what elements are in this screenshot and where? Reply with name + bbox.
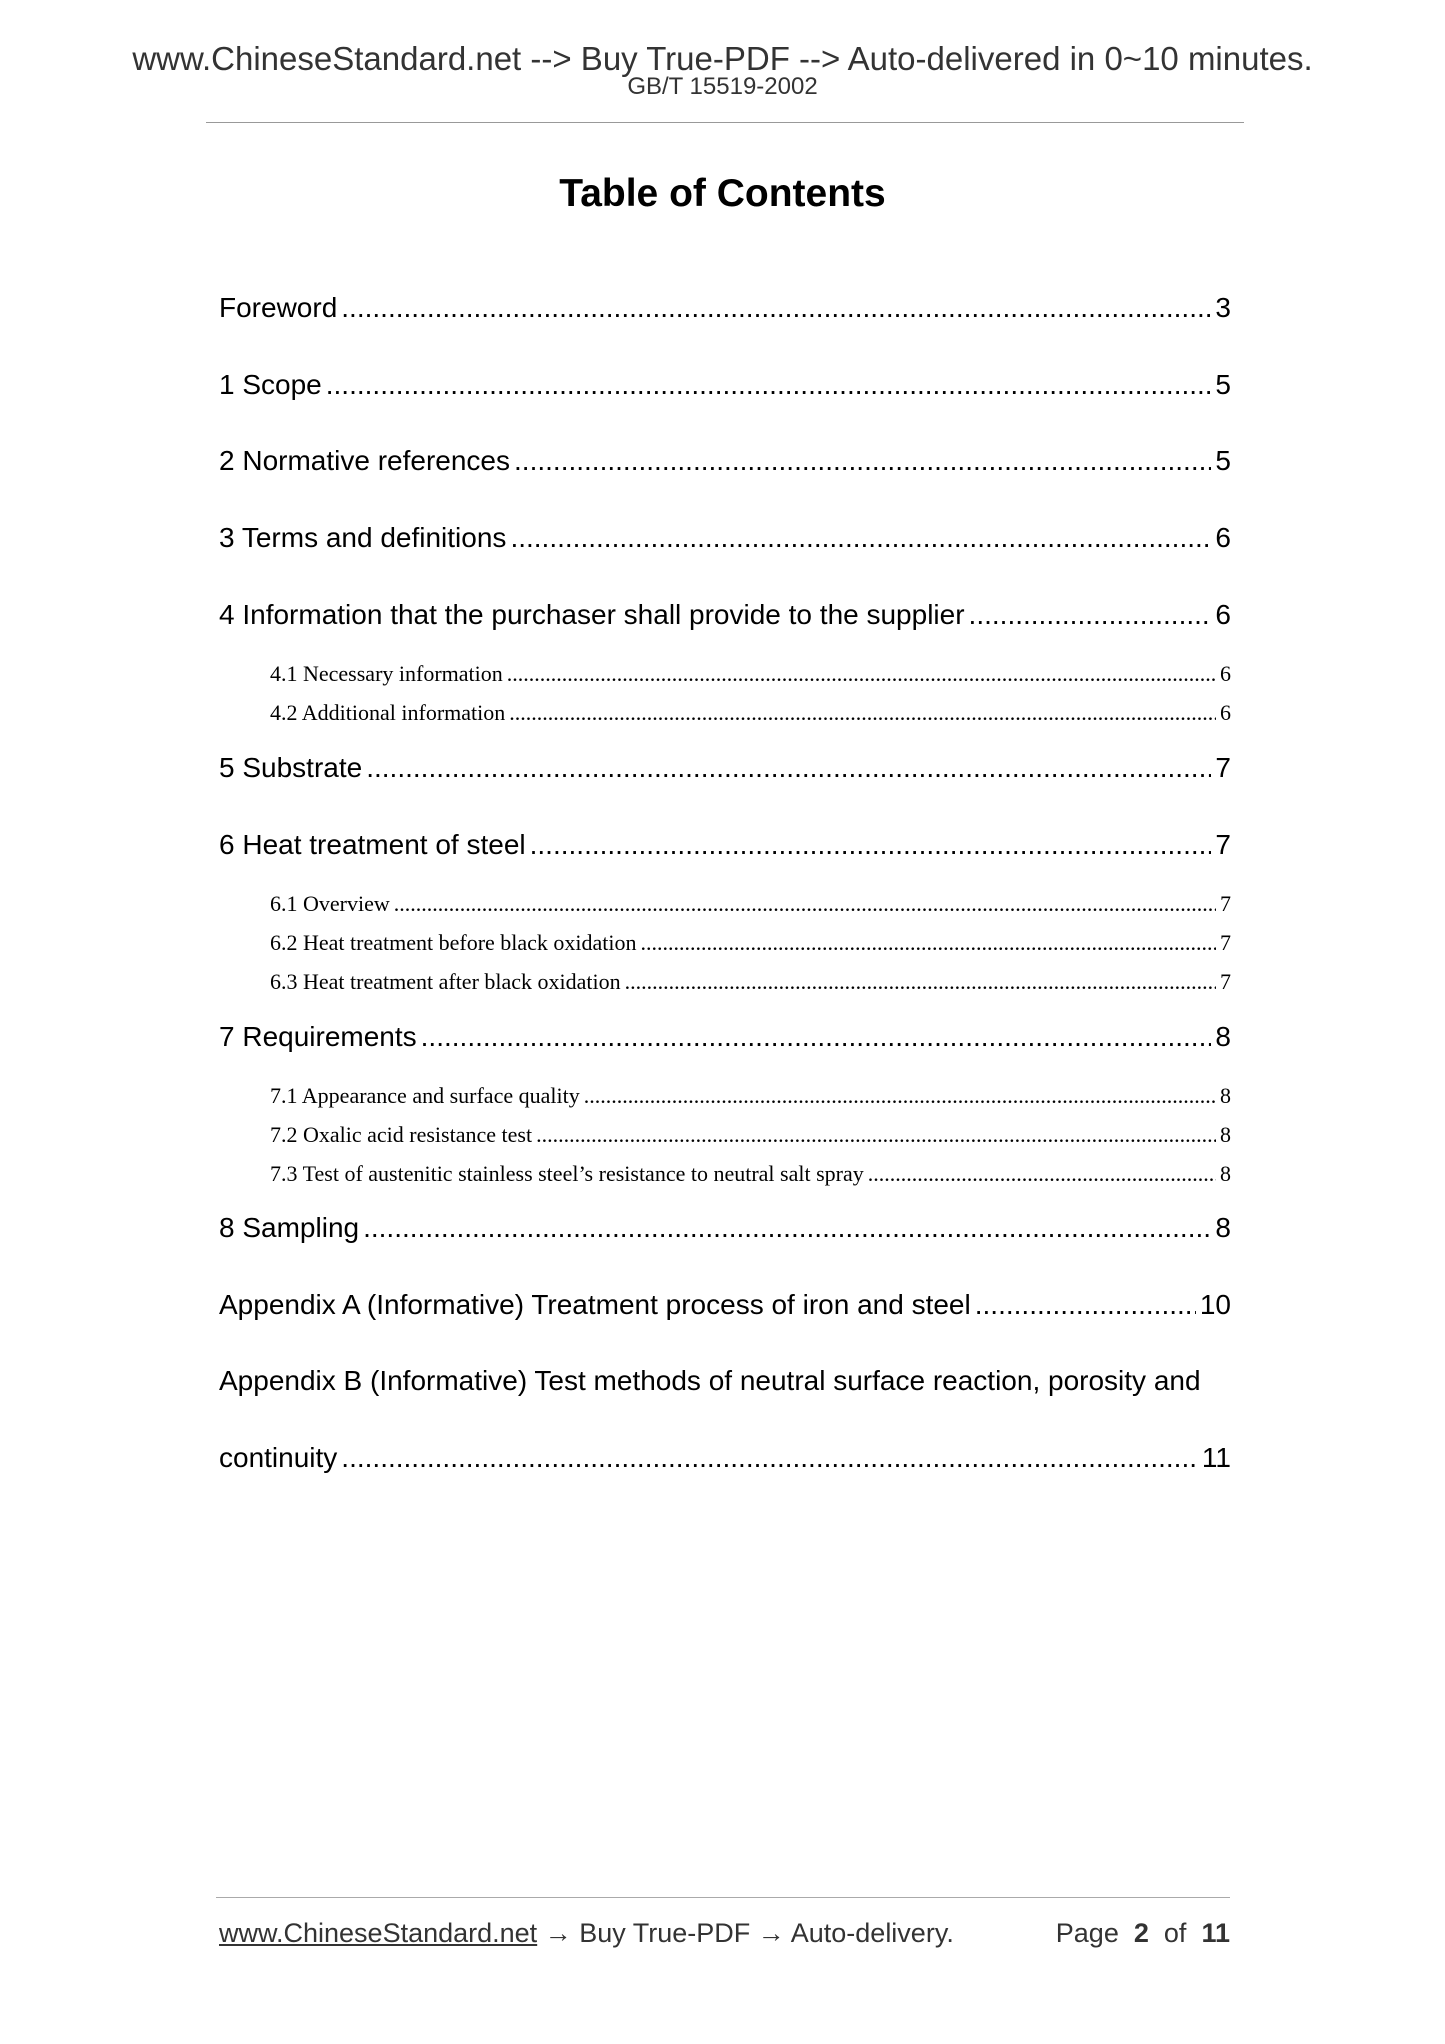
dot-leader bbox=[530, 827, 1212, 863]
page-total: 11 bbox=[1201, 1918, 1230, 1948]
dot-leader bbox=[341, 1440, 1198, 1476]
toc-page-number: 6 bbox=[1215, 522, 1231, 553]
toc-label: Foreword bbox=[219, 292, 338, 323]
toc-page-number: 8 bbox=[1215, 1021, 1231, 1052]
page-indicator bbox=[1052, 1916, 1230, 1950]
dot-leader bbox=[969, 597, 1212, 633]
toc-label: Appendix A (Informative) Treatment process of iron and steel bbox=[219, 1289, 971, 1320]
toc-entry-overview[interactable] bbox=[270, 890, 1231, 918]
toc-label: 1 Scope bbox=[219, 369, 322, 400]
toc-page-number: 10 bbox=[1199, 1289, 1231, 1320]
toc-label: 7 Requirements bbox=[219, 1021, 417, 1052]
page-word: Page bbox=[1055, 1918, 1119, 1948]
toc-entry-requirements[interactable] bbox=[219, 1019, 1231, 1055]
toc-entry-heat-treatment[interactable] bbox=[219, 827, 1231, 863]
toc-page-number: 6 bbox=[1220, 661, 1231, 686]
footer-promo bbox=[219, 1916, 954, 1950]
toc-page-number: 6 bbox=[1220, 700, 1231, 725]
toc-page-number: 7 bbox=[1220, 891, 1231, 916]
toc-entry-appendix-b[interactable] bbox=[219, 1440, 1231, 1476]
toc-entry-appendix-a[interactable] bbox=[219, 1287, 1231, 1323]
toc-label: 6.1 Overview bbox=[270, 891, 390, 916]
header-divider bbox=[206, 122, 1244, 123]
toc-entry-foreword[interactable] bbox=[219, 290, 1231, 326]
toc-entry-sampling[interactable] bbox=[219, 1210, 1231, 1246]
dot-leader bbox=[363, 1210, 1211, 1246]
toc-label: 6 Heat treatment of steel bbox=[219, 829, 526, 860]
toc-label: 2 Normative references bbox=[219, 445, 511, 476]
toc-entry-heat-treatment-before[interactable] bbox=[270, 929, 1231, 957]
dot-leader bbox=[975, 1287, 1196, 1323]
toc-entry-necessary-information[interactable] bbox=[270, 660, 1231, 688]
toc-entry-normative-references[interactable] bbox=[219, 443, 1231, 479]
toc-entry-appendix-b-line1[interactable]: Appendix B (Informative) Test methods of neutral surface reaction, porosity and bbox=[219, 1365, 1201, 1396]
dot-leader bbox=[366, 750, 1211, 786]
toc-label: continuity bbox=[219, 1442, 338, 1473]
toc-label: 7.3 Test of austenitic stainless steel’s resistance to neutral salt spray bbox=[270, 1161, 864, 1186]
toc-entry-scope[interactable] bbox=[219, 367, 1231, 403]
dot-leader bbox=[341, 290, 1211, 326]
toc-page-number: 7 bbox=[1220, 969, 1231, 994]
footer-divider bbox=[216, 1897, 1230, 1898]
dot-leader bbox=[394, 890, 1216, 918]
dot-leader bbox=[326, 367, 1212, 403]
toc-page-number: 8 bbox=[1220, 1161, 1231, 1186]
toc-label: 4 Information that the purchaser shall provide to the supplier bbox=[219, 599, 965, 630]
toc-label: 6.2 Heat treatment before black oxidation bbox=[270, 930, 637, 955]
toc-page-number: 8 bbox=[1215, 1212, 1231, 1243]
header-banner: www.ChineseStandard.net --> Buy True-PDF --> Auto-delivered in 0~10 minutes. bbox=[132, 40, 1313, 77]
toc-page-number: 3 bbox=[1215, 292, 1231, 323]
toc-entry-substrate[interactable] bbox=[219, 750, 1231, 786]
toc-entry-salt-spray-test[interactable] bbox=[270, 1160, 1231, 1188]
of-word: of bbox=[1163, 1918, 1187, 1948]
page-current: 2 bbox=[1133, 1918, 1149, 1948]
dot-leader bbox=[421, 1019, 1212, 1055]
toc-entry-appearance-quality[interactable] bbox=[270, 1082, 1231, 1110]
toc-label: 8 Sampling bbox=[219, 1212, 360, 1243]
toc-entry-additional-information[interactable] bbox=[270, 699, 1231, 727]
toc-entry-purchaser-information[interactable] bbox=[219, 597, 1231, 633]
toc-label: 4.1 Necessary information bbox=[270, 661, 503, 686]
standard-code: GB/T 15519-2002 bbox=[627, 73, 818, 100]
toc-label: 4.2 Additional information bbox=[270, 700, 506, 725]
toc-label: 6.3 Heat treatment after black oxidation bbox=[270, 969, 621, 994]
toc-entry-oxalic-acid-test[interactable] bbox=[270, 1121, 1231, 1149]
footer-site-link[interactable]: www.ChineseStandard.net bbox=[219, 1918, 538, 1948]
dot-leader bbox=[510, 520, 1211, 556]
toc-page-number: 7 bbox=[1215, 752, 1231, 783]
toc-entry-heat-treatment-after[interactable] bbox=[270, 968, 1231, 996]
toc-page-number: 7 bbox=[1220, 930, 1231, 955]
toc-page-number: 7 bbox=[1215, 829, 1231, 860]
toc-page-number: 11 bbox=[1201, 1442, 1231, 1473]
toc-label: 7.2 Oxalic acid resistance test bbox=[270, 1122, 533, 1147]
toc-page-number: 5 bbox=[1215, 445, 1231, 476]
dot-leader bbox=[536, 1121, 1216, 1149]
toc-page-number: 6 bbox=[1215, 599, 1231, 630]
toc-entry-terms-definitions[interactable] bbox=[219, 520, 1231, 556]
footer-promo-text: → Buy True-PDF → Auto-delivery. bbox=[537, 1918, 954, 1948]
toc-page-number: 5 bbox=[1215, 369, 1231, 400]
dot-leader bbox=[514, 443, 1211, 479]
toc-page-number: 8 bbox=[1220, 1083, 1231, 1108]
dot-leader bbox=[584, 1082, 1216, 1110]
toc-page-number: 8 bbox=[1220, 1122, 1231, 1147]
page-title: Table of Contents bbox=[559, 172, 886, 215]
dot-leader bbox=[509, 699, 1216, 727]
toc-label: 7.1 Appearance and surface quality bbox=[270, 1083, 580, 1108]
dot-leader bbox=[868, 1160, 1216, 1188]
dot-leader bbox=[641, 929, 1216, 957]
dot-leader bbox=[625, 968, 1216, 996]
dot-leader bbox=[507, 660, 1216, 688]
toc-label: 3 Terms and definitions bbox=[219, 522, 507, 553]
toc-label: 5 Substrate bbox=[219, 752, 363, 783]
